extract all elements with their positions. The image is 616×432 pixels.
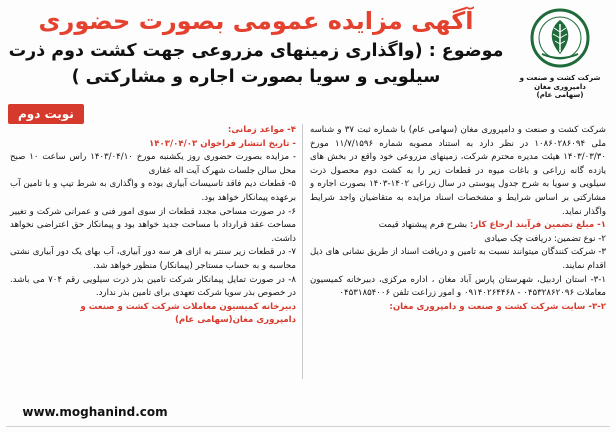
clause-6: ۶- در صورت مساحی مجدد قطعات از سوی امور فنی و عمرانی شرکت و تغییر مساحت عقد قرارداد با مساحت جدید خواهد بود و پیمانکار حق اعتراضی نخواهد داشت. xyxy=(10,206,296,244)
subject-line-2: سیلویی و سویا بصورت اجاره و مشارکتی ) xyxy=(71,67,441,87)
left-column xyxy=(10,124,296,328)
logo-line-2: دامپروری مغان xyxy=(534,82,586,91)
ad-title: آگهی مزایده عمومی بصورت حضوری xyxy=(38,7,474,35)
company-logo xyxy=(512,8,608,100)
bottom-divider xyxy=(6,426,610,427)
clause-1-text: بشرح فرم پیشنهاد قیمت xyxy=(378,220,470,231)
clause-5: ۵- قطعات دیم فاقد تاسیسات آبیاری بوده و واگذاری به شرط تیپ و با تامین آب برعهده پیمانکار خواهد بود. xyxy=(10,179,296,203)
clause-4-heading: ۴- مواعد زمانی: xyxy=(227,125,296,135)
signature-line-1: دبیرخانه کمیسیون معاملات شرکت کشت و صنعت و xyxy=(80,301,296,312)
column-divider xyxy=(302,124,303,379)
signature-line-2: دامپروری مغان(سهامی عام) xyxy=(174,315,296,326)
headline-block xyxy=(6,6,506,90)
clause-1 xyxy=(310,219,606,233)
logo-line-3: (سهامی عام) xyxy=(536,91,584,99)
logo-line-1: شرکت کشت و صنعت و xyxy=(519,74,601,82)
clause-8: ۸- در صورت تمایل پیمانکار شرکت تامین بذر ذرت سیلویی رقم ۷۰۴ می باشد. در خصوص بذر سویا شرکت تعهدی برای تامین بذر ندارد. xyxy=(10,274,296,299)
clause-3-2: ۳-۲- سایت شرکت کشت و صنعت و دامپروری مغان: xyxy=(389,301,606,312)
clause-7: ۷- در قطعات زیر سنتر به ازای هر سه دور آبیاری، آب بهای یک دور آبیاری نشتی محاسبه و به حساب مستاجر (پیمانکار) منظور خواهد شد. xyxy=(10,247,296,271)
clause-1-heading: ۱- مبلغ تضمین فرآیند ارجاع کار: xyxy=(469,220,606,231)
clause-4-text: - مزایده بصورت حضوری روز یکشنبه مورخ ۱۴۰۳/۰۴/۱۰ راس ساعت ۱۰ صبح محل سالن جلسات شهرک آیت اله غفاری xyxy=(10,152,296,176)
round-badge: نوبت دوم xyxy=(8,104,84,124)
intro-paragraph: شرکت کشت و صنعت و دامپروری مغان (سهامی عام) با شماره ثبت ۳۷ و شناسه ملی ۱۰۸۶۰۲۸۶۰۹۴ در نظر دارد به استناد مصوبه شماره ۱۱/۷/۱۵۹۶ مورخ ۱۴۰۳/۰۳/۳۰ هیئت مدیره محترم شرکت، زمینهای مزروعی خود واقع در بخش های یازده گانه زراعی و باغات میوه در قطعات زیر را به کشت دوم محصول ذرت سیلویی و سویا به شرح جدول پیوستی در سال زراعی ۱۴۰۲-۱۴۰۳ بصورت اجاره و مشارکتی بر اساس شرایط و مشخصات اسناد مزایده به متقاضیان واجد شرایط واگذار نماید. xyxy=(310,125,607,217)
clause-4-publish-date: - تاریخ انتشار فراخوان ۱۴۰۳/۰۴/۰۳ xyxy=(149,138,296,149)
right-column xyxy=(310,124,606,314)
website-link[interactable]: www.moghanind.com xyxy=(22,405,168,419)
subject-line-1: موضوع : (واگذاری زمینهای مزروعی جهت کشت دوم ذرت xyxy=(8,41,504,61)
leaf-emblem-icon xyxy=(530,8,590,68)
clause-2: ۲- نوع تضمین: دریافت چک صیادی xyxy=(484,233,606,244)
logo-caption xyxy=(512,74,608,100)
clause-3: ۳- شرکت کنندگان میتوانند نسبت به تامین و دریافت اسناد از طریق نشانی های ذیل اقدام نمایند. xyxy=(310,247,606,271)
clause-3-1: ۳-۱- استان اردبیل، شهرستان پارس آباد مغان ، اداره مرکزی، دبیرخانه کمیسیون معاملات ۰۴۵۳۲۸۶۲۰۹۶ - ۰۹۱۴۰۲۶۴۴۶۸ و امور زراعت تلفن ۰۴۵۳۱۸۵۴۰۰۶ xyxy=(310,274,606,299)
